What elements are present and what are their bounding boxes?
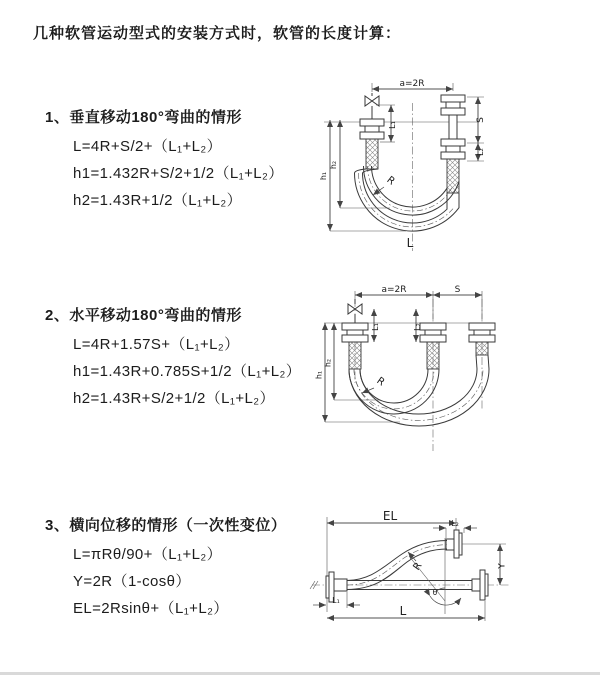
formula-EL-3: EL=2Rsinθ+（L₁+L₂） (73, 600, 229, 617)
right-flange (472, 570, 488, 600)
hose-u-bend (349, 355, 489, 426)
top-flange (446, 530, 462, 558)
braided-hose-section (427, 342, 439, 369)
dim-label-s: S (476, 117, 486, 123)
dim-label-h1: h₁ (319, 171, 328, 181)
formula-L-1: L=4R+S/2+（L₁+L₂） (73, 138, 223, 155)
radius-label: R (374, 375, 387, 389)
length-label: L (406, 236, 414, 250)
section-3-heading: 3、横向位移的情形（一次性变位） (45, 517, 287, 534)
radius-label: R (384, 174, 397, 188)
dim-label-el: EL (382, 509, 398, 523)
hose-s-curve (347, 541, 448, 590)
dim-label-a2r: a=2R (381, 285, 407, 295)
dim-label-h1: h₁ (314, 370, 324, 380)
radius-label: R (411, 560, 425, 573)
diagram-lateral-displacement (300, 500, 600, 645)
formula-h1-1: h1=1.432R+S/2+1/2（L₁+L₂） (73, 165, 284, 182)
dim-label-y: Y (497, 563, 508, 569)
left-fitting (360, 119, 384, 169)
right-fitting (469, 323, 495, 355)
braided-hose-section (349, 342, 361, 369)
right-fitting (441, 95, 465, 193)
dim-label-s: S (454, 285, 461, 295)
section-lateral-displacement (45, 514, 286, 626)
dim-label-l1: L₁ (388, 121, 397, 129)
left-fitting (342, 323, 368, 369)
formula-L-2: L=4R+1.57S+（L₁+L₂） (73, 336, 240, 353)
dim-label-l1: L₁ (371, 323, 380, 331)
dim-label-a2r: a=2R (399, 79, 425, 89)
dim-label-l2: L₂ (451, 519, 459, 528)
dim-label-h2: h₂ (329, 160, 338, 170)
section-2-heading: 2、水平移动180°弯曲的情形 (45, 307, 242, 324)
section-horizontal-movement (45, 304, 301, 416)
middle-fitting (420, 323, 446, 369)
angle-label: θ (432, 588, 438, 597)
braided-hose-section (447, 159, 459, 193)
dim-label-l2: L₂ (413, 323, 422, 331)
braided-hose-section (476, 342, 488, 355)
diagram-horizontal-180-bend (312, 283, 598, 455)
formula-Y-3: Y=2R（1-cosθ） (73, 573, 191, 590)
formula-L-3: L=πRθ/90+（L₁+L₂） (73, 546, 222, 563)
braided-hose-section (366, 139, 378, 169)
hose-u-bend (355, 166, 460, 231)
dim-label-l2: L₂ (476, 148, 485, 156)
dim-label-l1: L₁ (332, 596, 340, 605)
length-label: L (399, 604, 407, 618)
formula-h2-2: h2=1.43R+S/2+1/2（L₁+L₂） (73, 390, 275, 407)
page-title: 几种软管运动型式的安装方式时，软管的长度计算： (33, 25, 402, 42)
section-1-heading: 1、垂直移动180°弯曲的情形 (45, 109, 242, 126)
formula-h2-1: h2=1.43R+1/2（L₁+L₂） (73, 192, 243, 209)
dim-label-h2: h₂ (323, 358, 333, 368)
diagram-vertical-180-bend (310, 75, 600, 255)
valve-icon (365, 93, 379, 119)
formula-h1-2: h1=1.43R+0.785S+1/2（L₁+L₂） (73, 363, 302, 380)
section-vertical-movement (45, 106, 284, 218)
